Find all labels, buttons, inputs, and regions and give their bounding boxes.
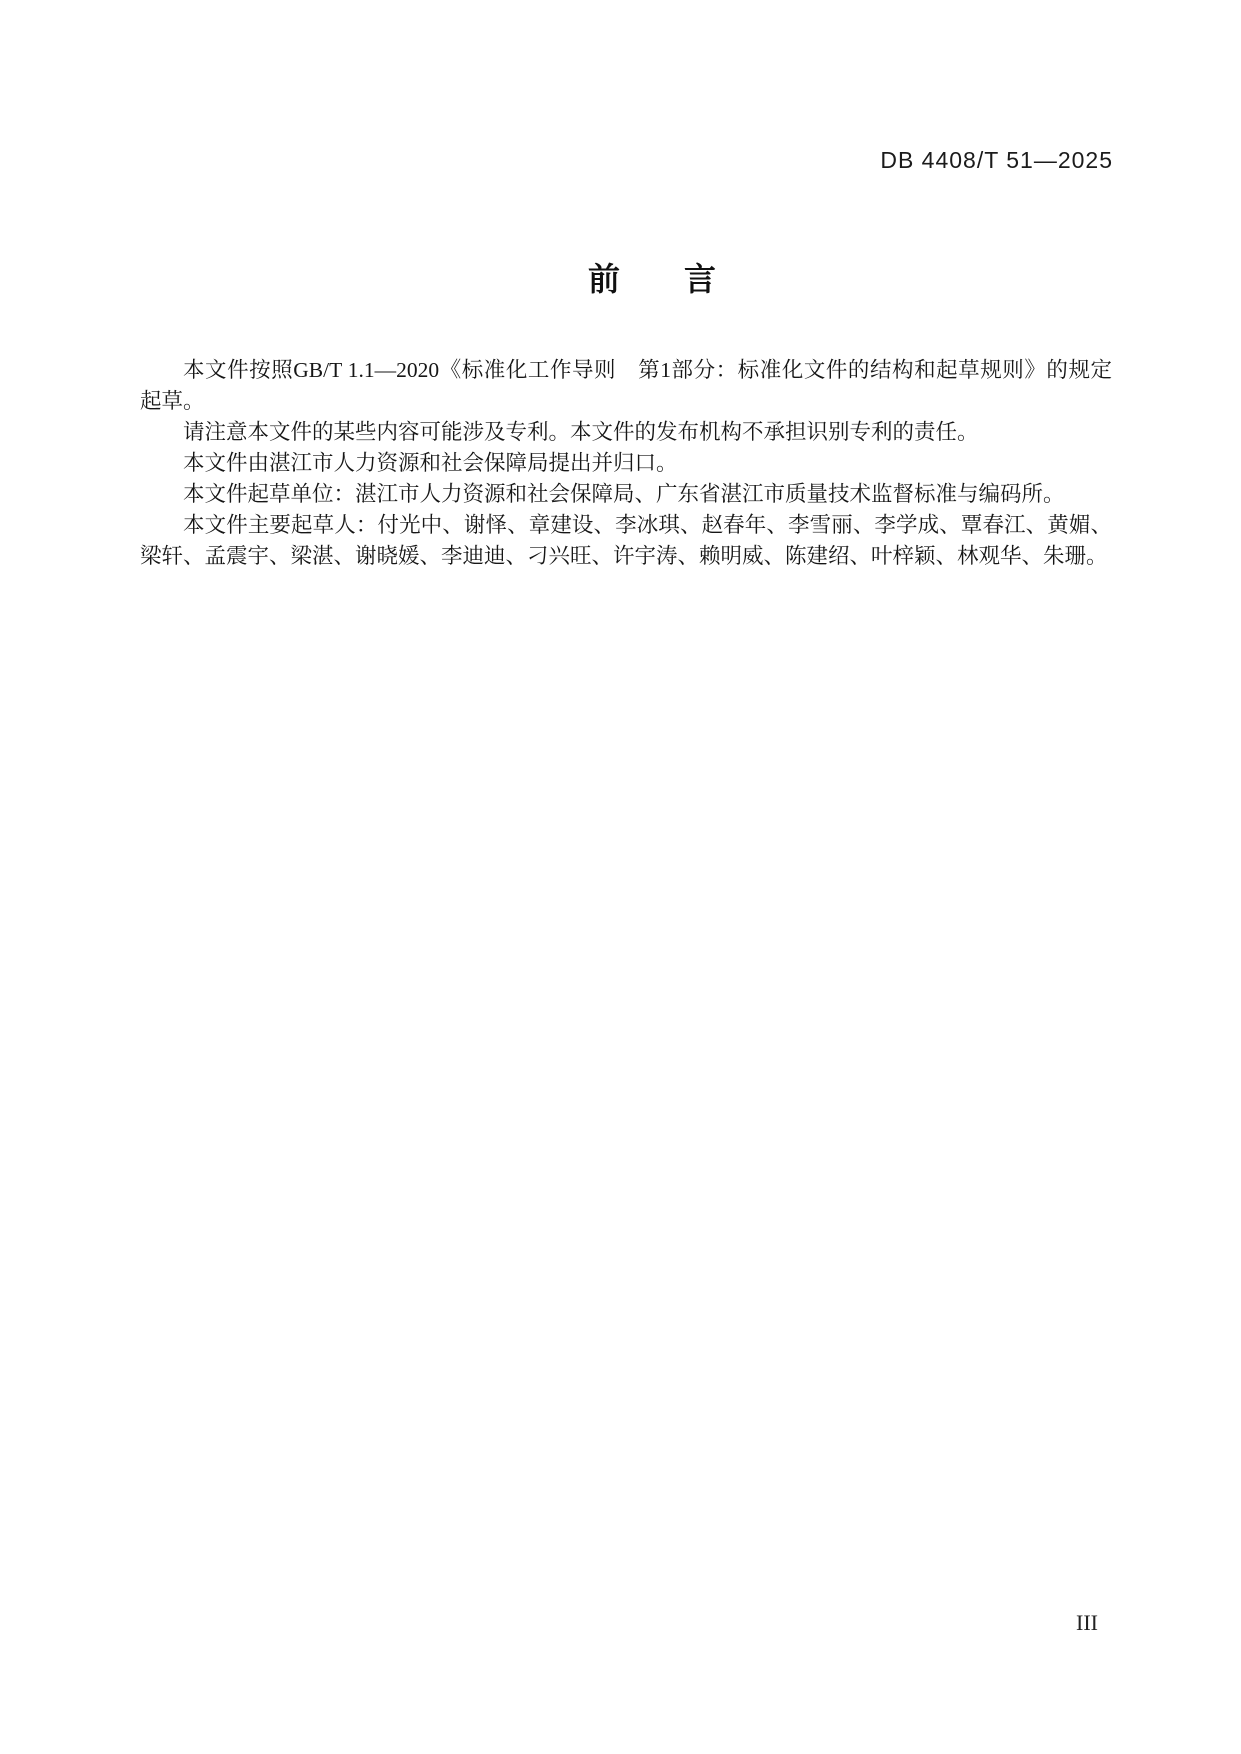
foreword-paragraph-4-line-1: 本文件起草单位：湛江市人力资源和社会保障局、广东省湛江市质量技术监督标准与编码所。 [183,482,1065,506]
foreword-paragraph-5-line-2: 梁轩、孟震宇、梁湛、谢晓媛、李迪迪、刁兴旺、许宇涛、赖明威、陈建绍、叶梓颖、林观华、朱珊。 [140,544,1108,568]
page-number: III [1076,1610,1098,1635]
foreword-paragraph-1-line-1: 本文件按照GB/T 1.1—2020《标准化工作导则 第1部分：标准化文件的结构和起草规则》的规定 [183,358,1112,382]
foreword-body [140,355,1112,572]
foreword-paragraph-5-line-1: 本文件主要起草人：付光中、谢怿、章建设、李冰琪、赵春年、李雪丽、李学成、覃春江、黄媚、 [183,513,1112,537]
foreword-paragraph-3-line-1: 本文件由湛江市人力资源和社会保障局提出并归口。 [183,451,678,475]
foreword-paragraph-1-line-2: 起草。 [140,389,205,413]
standard-code: DB 4408/T 51—2025 [880,147,1113,173]
page-title: 前 言 [588,261,717,297]
foreword-paragraph-2-line-1: 请注意本文件的某些内容可能涉及专利。本文件的发布机构不承担识别专利的责任。 [183,420,979,444]
